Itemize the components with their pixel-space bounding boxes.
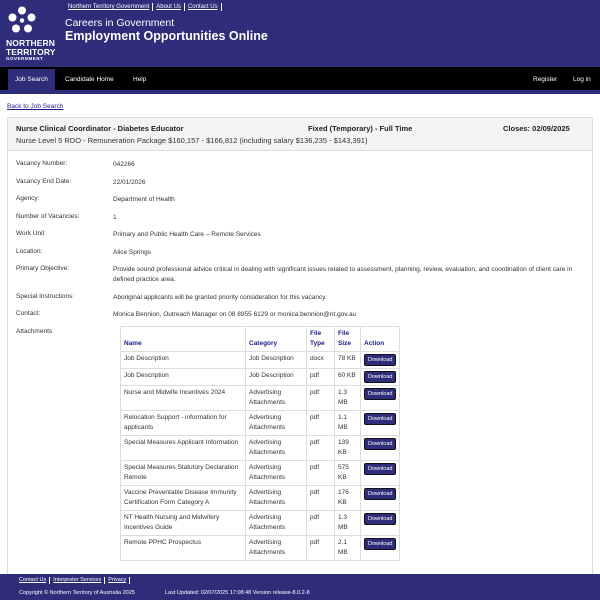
detail-label: Special Instructions: bbox=[16, 293, 75, 300]
site-title-line-1: Careers in Government bbox=[65, 17, 175, 29]
download-button[interactable]: Download bbox=[364, 388, 396, 400]
logo-line-3: GOVERNMENT bbox=[6, 56, 44, 61]
job-title: Nurse Clinical Coordinator - Diabetes Educator bbox=[16, 124, 184, 133]
attachment-file-size: 575 KB bbox=[335, 461, 361, 486]
col-header-name: Name bbox=[121, 327, 246, 352]
top-links bbox=[66, 3, 222, 11]
detail-value: Department of Health bbox=[113, 196, 175, 203]
nav-register[interactable]: Register bbox=[533, 76, 558, 83]
table-header-row bbox=[121, 327, 400, 352]
attachment-file-size: 60 KB bbox=[335, 369, 361, 386]
download-button[interactable]: Download bbox=[364, 371, 396, 383]
site-title-line-2: Employment Opportunities Online bbox=[65, 29, 268, 43]
job-employment-type: Fixed (Temporary) - Full Time bbox=[308, 124, 413, 133]
attachment-name: Job Description bbox=[121, 369, 246, 386]
detail-label: Agency: bbox=[16, 195, 40, 202]
attachment-category: Advertising Attachments bbox=[246, 461, 307, 486]
attachment-name: NT Health Nursing and Midwifery Incentives Guide bbox=[121, 511, 246, 536]
attachment-action bbox=[361, 411, 400, 436]
job-closing-date: Closes: 02/09/2025 bbox=[503, 124, 570, 133]
back-to-job-search-link[interactable]: Back to Job Search bbox=[7, 103, 64, 110]
attachment-name: Nurse and Midwife Incentives 2024 bbox=[121, 386, 246, 411]
detail-value: Monica Bennion, Outreach Manager on 08 8955 6129 or monica.bennion@nt.gov.au bbox=[113, 311, 357, 318]
nt-government-logo[interactable] bbox=[6, 6, 60, 62]
detail-label: Work Unit bbox=[16, 230, 45, 237]
attachment-category: Advertising Attachments bbox=[246, 536, 307, 561]
detail-label: Vacancy Number: bbox=[16, 160, 68, 167]
attachment-action bbox=[361, 436, 400, 461]
attachment-category: Advertising Attachments bbox=[246, 386, 307, 411]
table-row bbox=[121, 369, 400, 386]
attachment-action bbox=[361, 352, 400, 369]
attachment-file-type: pdf bbox=[307, 369, 335, 386]
attachment-category: Advertising Attachments bbox=[246, 411, 307, 436]
col-header-action: Action bbox=[361, 327, 400, 352]
detail-label: Number of Vacancies: bbox=[16, 213, 80, 220]
attachment-file-type: pdf bbox=[307, 386, 335, 411]
table-row bbox=[121, 411, 400, 436]
attachment-name: Special Measures Applicant Information bbox=[121, 436, 246, 461]
detail-label: Attachments bbox=[16, 328, 53, 335]
download-button[interactable]: Download bbox=[364, 488, 396, 500]
detail-value: 042266 bbox=[113, 161, 135, 168]
logo-line-2: TERRITORY bbox=[6, 46, 56, 57]
detail-value: Primary and Public Health Care – Remote Services bbox=[113, 231, 261, 238]
detail-value: 1 bbox=[113, 214, 117, 221]
attachment-file-size: 2.1 MB bbox=[335, 536, 361, 561]
download-button[interactable]: Download bbox=[364, 438, 396, 450]
attachment-name: Special Measures Statutory Declaration Remote bbox=[121, 461, 246, 486]
attachment-file-size: 1.3 MB bbox=[335, 386, 361, 411]
site-header bbox=[0, 0, 600, 67]
attachment-category: Job Description bbox=[246, 369, 307, 386]
top-link-contact-us[interactable]: Contact Us bbox=[185, 3, 222, 11]
footer-link-interpreter-services[interactable]: Interpreter Services bbox=[50, 577, 105, 584]
footer-links bbox=[17, 577, 130, 584]
detail-value: Alice Springs bbox=[113, 249, 151, 256]
table-row bbox=[121, 511, 400, 536]
attachment-file-type: pdf bbox=[307, 461, 335, 486]
table-row bbox=[121, 386, 400, 411]
attachment-category: Advertising Attachments bbox=[246, 436, 307, 461]
attachment-file-type: pdf bbox=[307, 436, 335, 461]
job-detail-card bbox=[7, 117, 593, 587]
top-link-about-us[interactable]: About Us bbox=[153, 3, 185, 11]
attachment-name: Vaccine Preventable Disease Immunity Certification Form Category A bbox=[121, 486, 246, 511]
attachment-action bbox=[361, 386, 400, 411]
detail-label: Location: bbox=[16, 248, 43, 255]
detail-value: 22/01/2026 bbox=[113, 179, 146, 186]
logo-line-1: NORTHERN bbox=[6, 38, 55, 48]
detail-label: Contact: bbox=[16, 310, 41, 317]
last-updated-text: Last Updated: 02/07/2025 17:08:48 Version release-8.0.2-8 bbox=[165, 590, 310, 596]
attachment-name: Remote PPHC Prospectus bbox=[121, 536, 246, 561]
nav-login[interactable]: Log in bbox=[573, 76, 591, 83]
attachment-file-size: 139 KB bbox=[335, 436, 361, 461]
attachment-category: Advertising Attachments bbox=[246, 511, 307, 536]
job-level-remuneration: Nurse Level 5 RDO - Remuneration Package $160,157 - $166,812 (including salary $136,235 - $143,391) bbox=[16, 136, 368, 145]
attachment-name: Job Description bbox=[121, 352, 246, 369]
attachment-category: Advertising Attachments bbox=[246, 486, 307, 511]
col-header-file-size: File Size bbox=[335, 327, 361, 352]
nav-tab-candidate-home[interactable]: Candidate Home bbox=[65, 76, 114, 83]
detail-label: Vacancy End Date: bbox=[16, 178, 72, 185]
detail-label: Primary Objective: bbox=[16, 265, 70, 272]
attachment-name: Relocation Support - information for applicants bbox=[121, 411, 246, 436]
table-row bbox=[121, 536, 400, 561]
attachment-action bbox=[361, 486, 400, 511]
attachment-file-type: pdf bbox=[307, 411, 335, 436]
copyright-text: Copyright © Northern Territory of Australia 2025 bbox=[19, 590, 135, 596]
table-row bbox=[121, 486, 400, 511]
attachment-action bbox=[361, 511, 400, 536]
attachment-category: Job Description bbox=[246, 352, 307, 369]
table-row bbox=[121, 461, 400, 486]
detail-value: Provide sound professional advice critical in dealing with significant issues related to assessment, planning, review, evaluation, and coordination of client care in defined practice area. bbox=[113, 266, 573, 283]
flower-emblem-icon bbox=[7, 6, 37, 36]
download-button[interactable]: Download bbox=[364, 463, 396, 475]
attachment-file-size: 1.1 MB bbox=[335, 411, 361, 436]
nav-tab-help[interactable]: Help bbox=[133, 76, 147, 83]
footer-link-privacy[interactable]: Privacy bbox=[105, 577, 130, 584]
attachment-file-type: docx bbox=[307, 352, 335, 369]
download-button[interactable]: Download bbox=[364, 538, 396, 550]
job-header bbox=[8, 118, 592, 151]
download-button[interactable]: Download bbox=[364, 513, 396, 525]
site-footer bbox=[0, 574, 600, 600]
nav-underline bbox=[0, 90, 600, 94]
attachment-file-size: 1.3 MB bbox=[335, 511, 361, 536]
table-row bbox=[121, 352, 400, 369]
download-button[interactable]: Download bbox=[364, 413, 396, 425]
attachment-file-size: 176 KB bbox=[335, 486, 361, 511]
attachment-file-type: pdf bbox=[307, 486, 335, 511]
nav-tab-job-search[interactable]: Job Search bbox=[8, 69, 55, 90]
footer-link-contact-us[interactable]: Contact Us bbox=[17, 577, 50, 584]
attachment-file-type: pdf bbox=[307, 536, 335, 561]
attachment-action bbox=[361, 461, 400, 486]
main-nav bbox=[0, 67, 600, 90]
site-title bbox=[65, 17, 268, 43]
top-link-nt-government[interactable]: Northern Territory Government bbox=[66, 3, 153, 11]
attachment-file-type: pdf bbox=[307, 511, 335, 536]
attachment-action bbox=[361, 369, 400, 386]
download-button[interactable]: Download bbox=[364, 354, 396, 366]
table-row bbox=[121, 436, 400, 461]
col-header-category: Category bbox=[246, 327, 307, 352]
col-header-file-type: File Type bbox=[307, 327, 335, 352]
attachments-table bbox=[120, 326, 400, 561]
detail-value: Aboriginal applicants will be granted priority consideration for this vacancy. bbox=[113, 294, 327, 301]
attachment-file-size: 78 KB bbox=[335, 352, 361, 369]
attachment-action bbox=[361, 536, 400, 561]
